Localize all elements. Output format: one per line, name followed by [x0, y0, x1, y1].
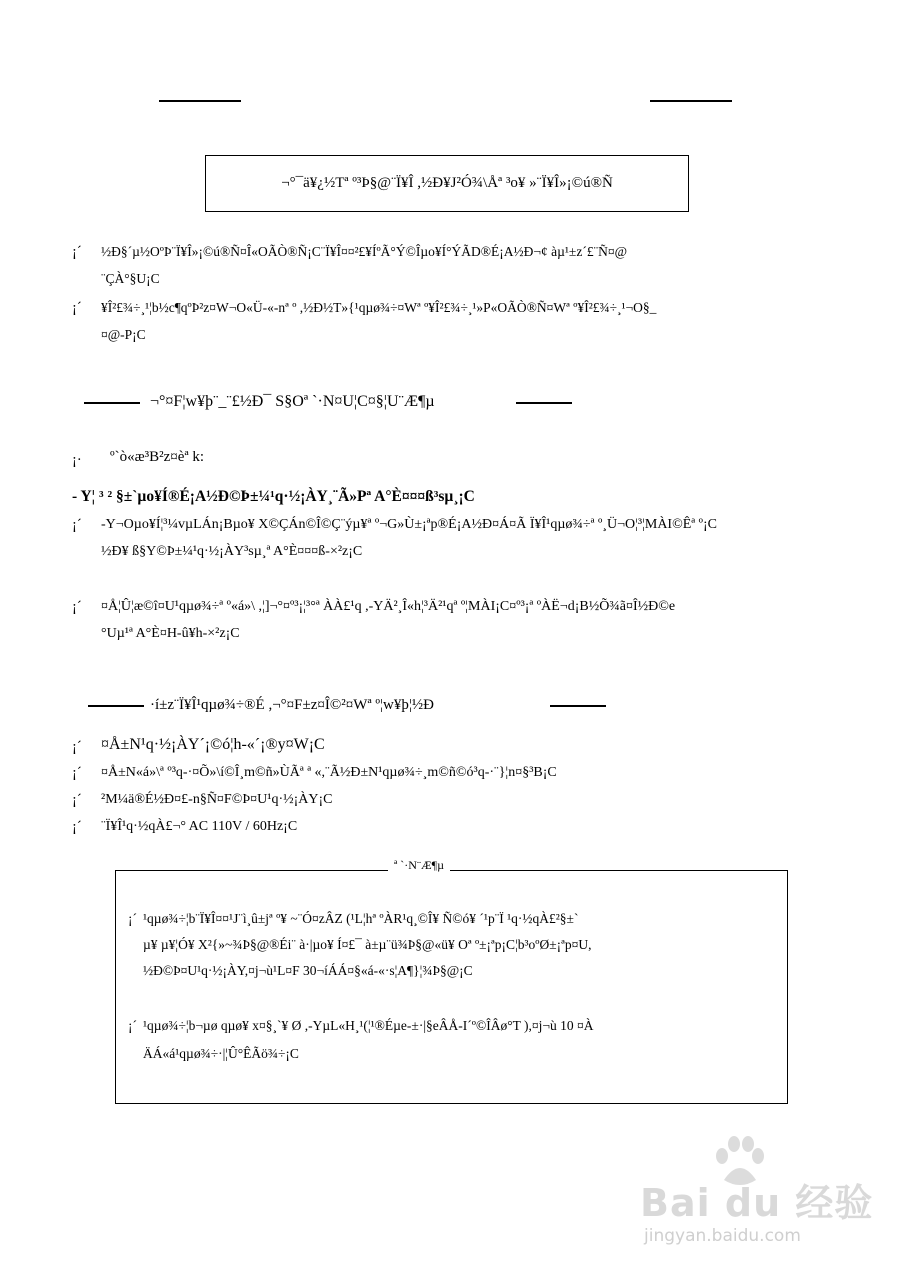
notice-bullet-1-line-3: ½Ð©Þ¤U¹q·½¡ÀY,¤j¬ù¹L¤F 30¬íÁÁ¤§«á-«·s¦A¶}¦¾Þ§@¡C: [143, 963, 473, 978]
notice-bullet-1-line-2: µ¥ µ¥¦Ó¥ X²{»~¾Þ§@®Éi¨ à·|µo¥ Í¤£¯ à±µ¨ü¾Þ§@«ü¥ Oª º±¡ªp¡C¦b³oºØ±¡ªp¤U,: [143, 937, 592, 952]
notice-bullet-2-line-1: ¹qµø¾÷¦b¬µø qµø¥ x¤§¸`¥ Ø ,-YµL«H¸¹(¦¹®Éµe-±·|§eÂÅ-I´º©ÎÂø°T ),¤j¬ù 10 ¤À: [143, 1018, 594, 1033]
section2-bullet-3: ²M¼ä®É½Ð¤£-n§Ñ¤F©Þ¤U¹q·½¡ÀY¡C: [101, 792, 333, 807]
section2-bullet-marker-3: ¡´: [72, 792, 82, 808]
section2-bullet-marker-2: ¡´: [72, 765, 82, 781]
section2-bullet-marker-4: ¡´: [72, 819, 82, 835]
intro-bullet-1-line-1: ½Ð§´µ½OºÞ¨Ï¥Î»¡©ú®Ñ¤Î«OÃÒ®Ñ¡C¨Ï¥Î¤¤²£¥ÍºÃ°Ý©Îµo¥Í°ÝÃD®É¡A½Ð¬¢ àµ¹±z´£¨Ñ¤@: [101, 244, 627, 259]
section1-bold-line: - Y¦ ³ ² §±`µo¥Í®É¡A½Ð©Þ±¼¹q·½¡ÀY¸¨Ã»Pª A°È¤¤¤ß³sµ¸¡C: [72, 488, 475, 505]
section2-rule-right: [550, 705, 606, 707]
header-rule-right: [650, 100, 732, 102]
section1-rule-right: [516, 402, 572, 404]
section1-bullet-1-line-2: ½Ð¥ ß§Y©Þ±¼¹q·½¡ÀY³sµ¸ª A°È¤¤¤ß-×²z¡C: [101, 544, 363, 559]
section2-bullet-1: ¤Å±N¹q·½¡ÀY´¡©ó¦h-«´¡®y¤W¡C: [101, 736, 325, 753]
intro-bullet-2-line-1: ¥Î²£¾÷¸¹¦b½c¶qºÞ²z¤W¬O«Ü-«-nª º ,½Ð½T»{¹qµø¾÷¤Wª º¥Î²£¾÷¸¹»P«OÃÒ®Ñ¤Wª º¥Î²£¾÷¸¹¬O§_: [101, 300, 657, 315]
notice-bullet-2-line-2: ÄÁ«á¹qµø¾÷·|¦Û°ÊÃö¾÷¡C: [143, 1046, 299, 1061]
section1-rule-left: [84, 402, 140, 404]
document-title: ¬°¯ä¥¿½Tª º³Þ§@¨Ï¥Î ,½Ð¥J²Ó¾\Åª ³o¥ »¨Ï¥Î»¡©ú®Ñ: [281, 175, 613, 191]
section2-bullet-4: ¨Ï¥Î¹q·½qÀ£¬° AC 110V / 60Hz¡C: [101, 819, 298, 834]
section1-bullet-2-line-1: ¤Å¦Û¦æ©î¤U¹qµø¾÷ª º«á»\ ,¦]¬°¤º³¡¦³°ª ÀÀ£¹q ,-YÄ²¸Î«h¦³Ä²¹qª º¦MÀI¡C¤º³¡ª ºÀË¬d¡B½Õ¾ã¤Î½Ð©e: [101, 599, 676, 614]
intro-bullet-2-line-2: ¤@-P¡C: [101, 327, 146, 342]
section1-heading: ¬°¤F¦w¥þ¨_¨£½Ð¯ S§Oª `·N¤U¦C¤§¦U¨Æ¶µ: [150, 393, 435, 410]
section2-bullet-2: ¤Å±N«á»\ª º³q-·¤Õ»\í©Î¸m©ñ»ÙÃª ª «,¨Ã½Ð±N¹qµø¾÷¸m©ñ©ó³q-·¨}¦n¤§³B¡C: [101, 765, 557, 780]
section1-bullet-marker-2: ¡´: [72, 599, 82, 615]
notice-box: [115, 870, 788, 1104]
notice-bullet-1-line-1: ¹qµø¾÷¦b¨Ï¥Î¤¤¹J¨ì¸û±jª º¥ ~¨Ó¤zÂZ (¹L¦hª ºÀR¹q¸©Î¥ Ñ©ó¥ ´¹p¨Ï ¹q·½qÀ£²§±`: [143, 911, 579, 926]
section1-bullet-marker-1: ¡´: [72, 517, 82, 533]
notice-label: ª `·N¨Æ¶µ: [388, 857, 450, 873]
section1-subheading: º`ò«æ³B²z¤èª k:: [110, 449, 205, 465]
intro-bullet-1-line-2: ¨ÇÀ°§U¡C: [101, 271, 160, 286]
notice-bullet-marker-2: ¡´: [128, 1018, 137, 1033]
section1-bullet-1-line-1: -Y¬Oµo¥Í¦³¼vµLÁn¡Bµo¥ X©ÇÁn©Î©Ç¨ýµ¥ª º¬G»Ù±¡ªp®É¡A½Ð¤Á¤Ã Ï¥Î¹qµø¾÷ª º¸Ü¬O¦³¦MÀI©Êª º¡C: [101, 517, 717, 532]
section2-heading: ·í±z¨Ï¥Î¹qµø¾÷®É ,¬°¤F±z¤Î©²¤Wª º¦w¥þ¦½Ð: [150, 697, 434, 713]
section2-bullet-marker-1: ¡´: [72, 739, 82, 755]
baidu-jingyan-watermark: [640, 1140, 874, 1250]
intro-bullet-marker-1: ¡´: [72, 244, 82, 260]
section1-bullet-2-line-2: °Uµ¹ª A°È¤H-û¥h-×²z¡C: [101, 626, 240, 641]
header-rule-left: [159, 100, 241, 102]
document-title-box: [205, 155, 689, 212]
section2-rule-left: [88, 705, 144, 707]
notice-bullet-marker-1: ¡´: [128, 911, 137, 926]
intro-bullet-marker-2: ¡´: [72, 300, 82, 316]
section1-subheading-marker: ¡·: [72, 452, 82, 468]
watermark-url: jingyan.baidu.com: [644, 1226, 801, 1246]
watermark-brand: Bai du 经验: [640, 1181, 874, 1225]
